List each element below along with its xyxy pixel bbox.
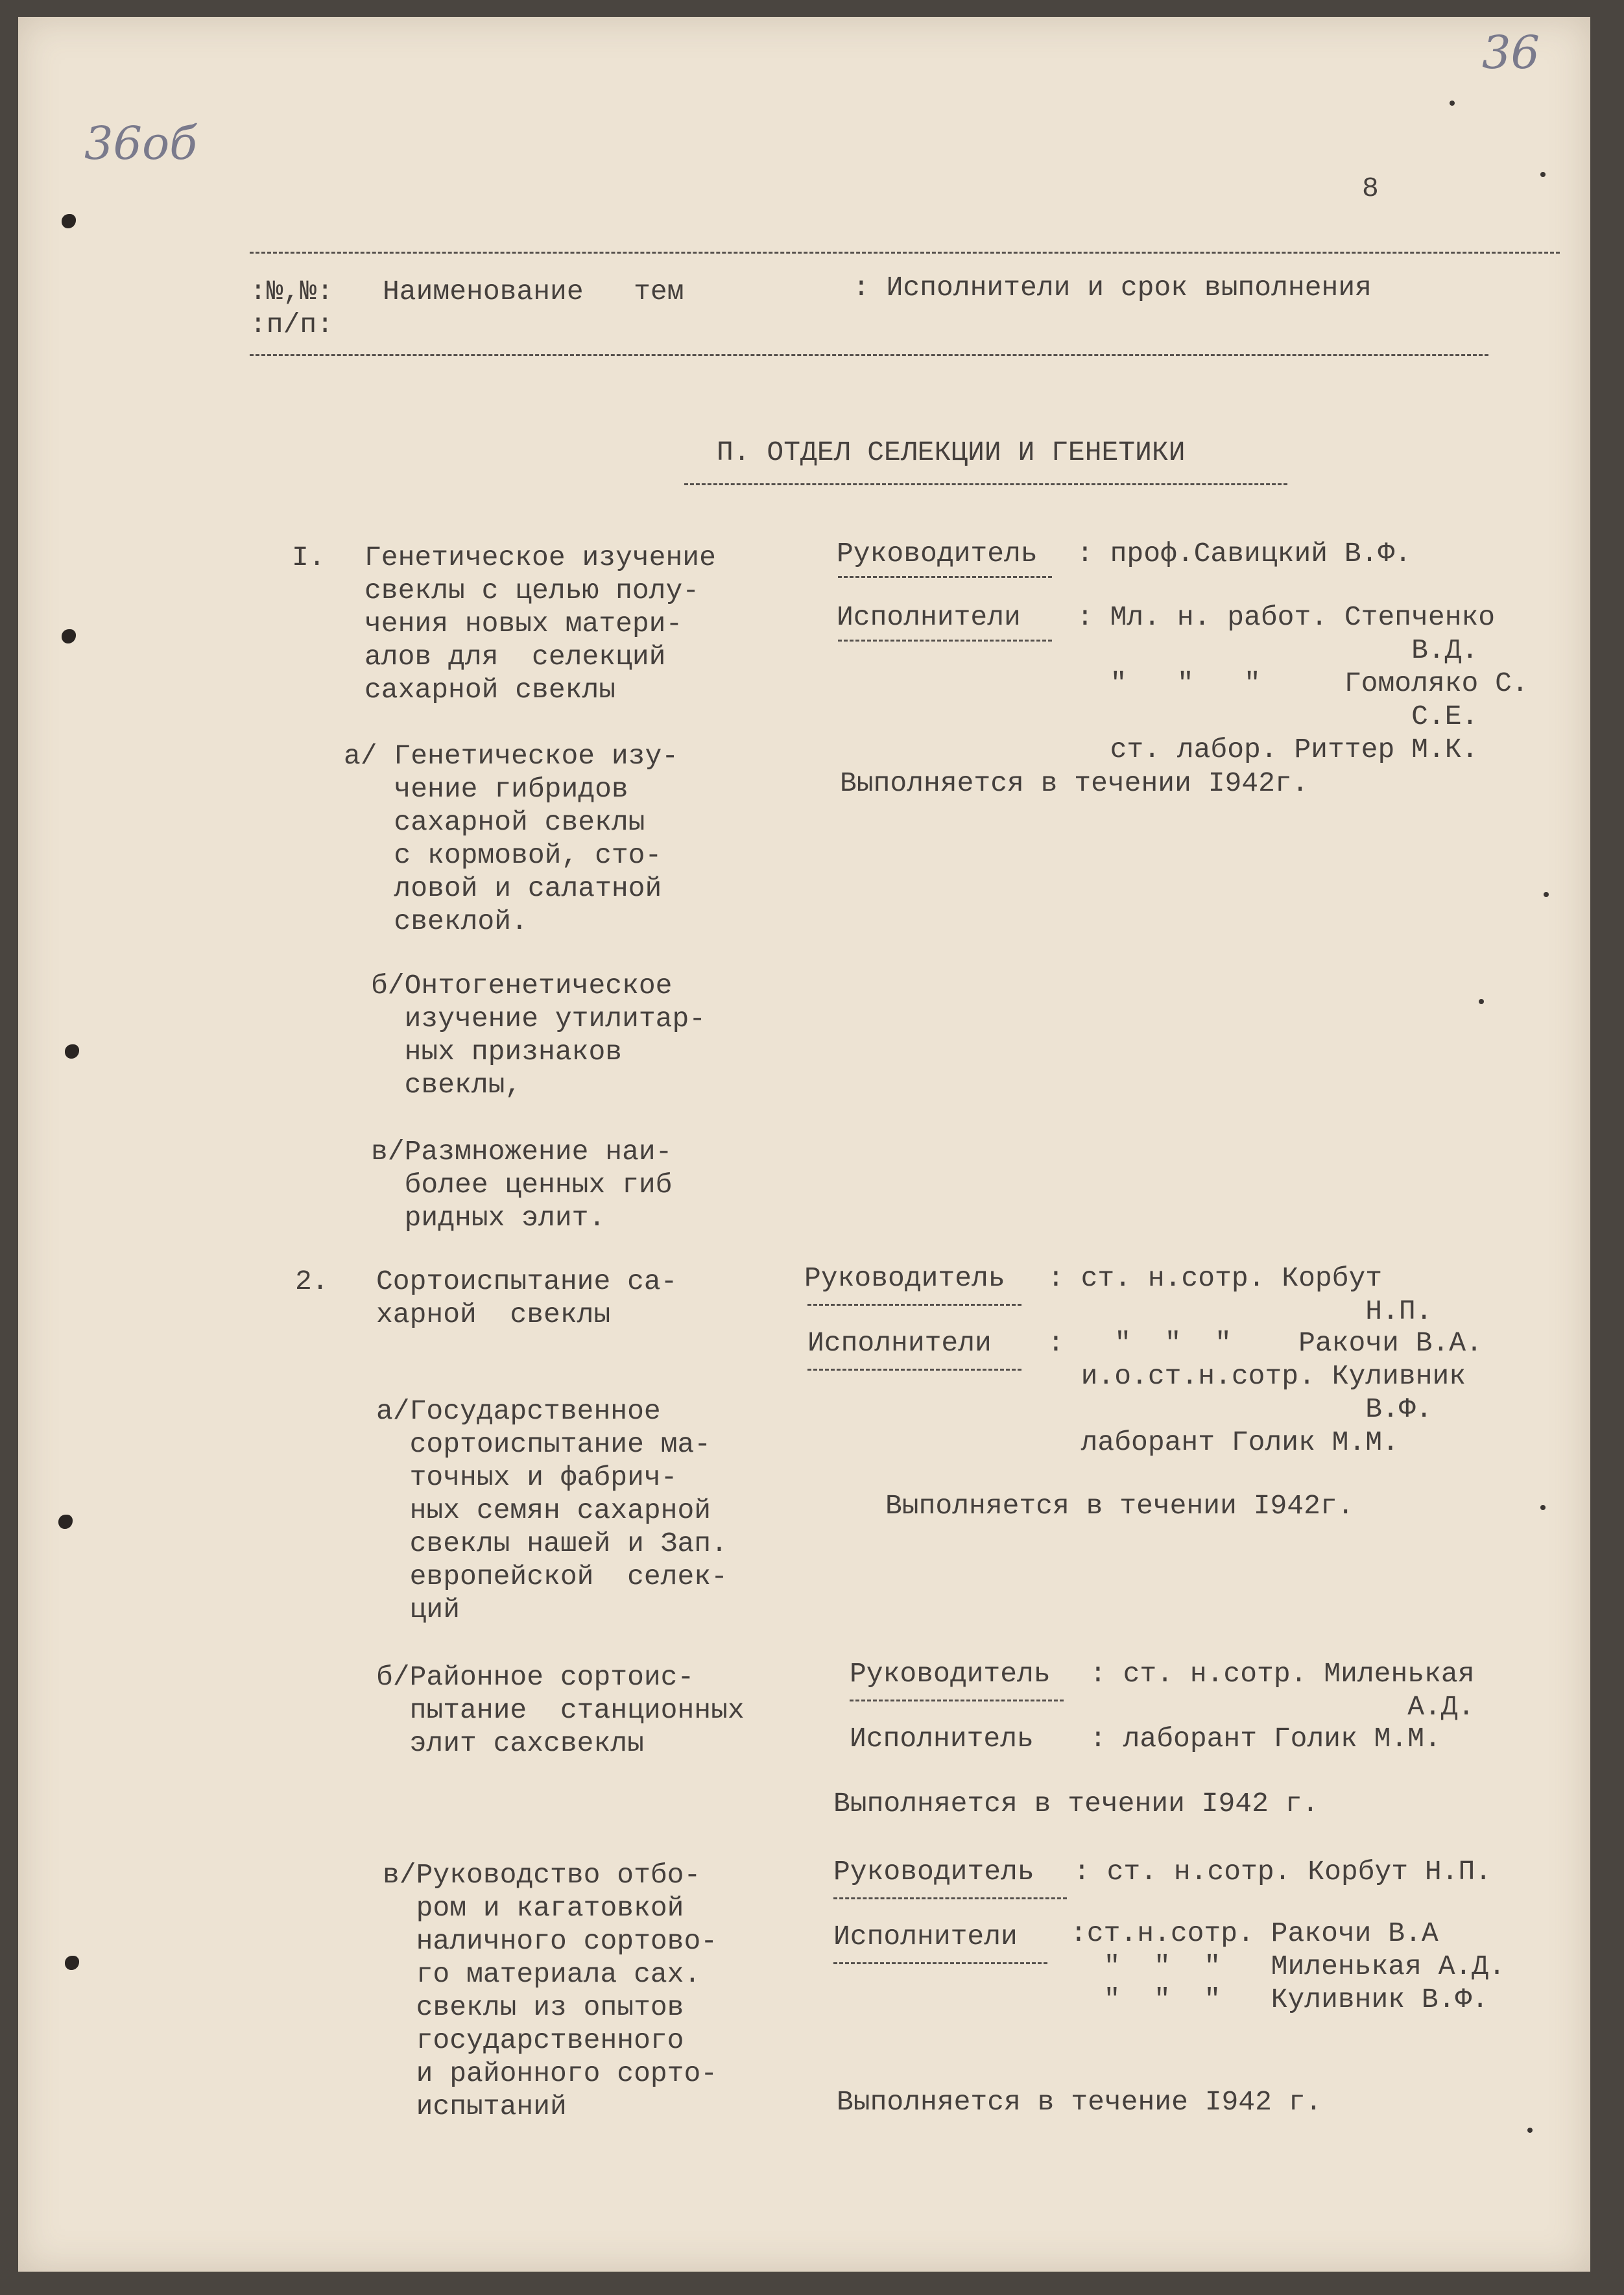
section-title: П. ОТДЕЛ СЕЛЕКЦИИ И ГЕНЕТИКИ (717, 437, 1186, 468)
header-title-column: Наименование тем (383, 276, 684, 307)
item-2-title: Сортоиспытание са- харной свеклы (376, 1266, 678, 1330)
header-rule-top (250, 252, 1560, 254)
item-2-number: 2. (295, 1266, 329, 1297)
item-2b-leader-value: : ст. н.сотр. Миленькая А.Д. (1090, 1658, 1475, 1723)
stray-mark (1540, 172, 1546, 177)
item-2b-leader-underline (850, 1700, 1064, 1701)
item-2v-executors-underline (833, 1962, 1047, 1964)
item-1-leader-label: Руководитель (837, 538, 1038, 570)
item-1-executors-underline (838, 640, 1052, 642)
archive-sheet-number: 36 (1482, 26, 1540, 79)
item-1-term: Выполняется в течении І942г. (840, 767, 1309, 799)
item-2b: б/Районное сортоис- пытание станционных элит сахсвеклы (376, 1661, 745, 1759)
item-1-title: Генетическое изучение свеклы с целью полу- чения новых матери- алов для селекций сахарной свеклы (364, 542, 716, 706)
item-2b-leader-label: Руководитель (850, 1658, 1051, 1690)
stray-mark (1544, 892, 1549, 897)
item-2a-term: Выполняется в течении І942г. (885, 1490, 1354, 1522)
archive-sheet-reverse-number: 36об (84, 117, 197, 170)
item-2b-executor-value: : лаборант Голик М.М. (1090, 1723, 1441, 1755)
item-2v-executors-value: :ст.н.сотр. Ракочи В.А " " " Миленькая А.Д. " " " Куливник В.Ф. (1070, 1917, 1505, 2015)
item-2-leader-label: Руководитель (804, 1262, 1005, 1294)
item-2v: в/Руководство отбо- ром и кагатовкой наличного сортово- го материала сах. свеклы из опытов государственного и районного сорто- испытаний (383, 1859, 718, 2122)
item-1-executors-value: : Мл. н. работ. Степченко В.Д. " " " Гомоляко С. С.Е. ст. лабор. Риттер М.К. (1077, 601, 1529, 765)
item-2-leader-value: : ст. н.сотр. Корбут Н.П. (1047, 1262, 1433, 1327)
item-2-executors-underline (807, 1369, 1021, 1371)
item-2v-leader-underline (833, 1897, 1067, 1899)
header-executors-column: : Исполнители и срок выполнения (853, 272, 1372, 304)
section-title-underline (684, 483, 1287, 485)
item-2v-term: Выполняется в течение І942 г. (837, 2086, 1322, 2118)
stray-mark (1450, 101, 1455, 106)
item-2v-leader-value: : ст. н.сотр. Корбут Н.П. (1073, 1856, 1492, 1888)
item-1v: в/Размножение наи- более ценных гиб ридных элит. (371, 1136, 673, 1234)
item-1-leader-value: : проф.Савицкий В.Ф. (1077, 538, 1412, 570)
item-1-leader-underline (838, 576, 1052, 578)
item-2v-leader-label: Руководитель (833, 1856, 1034, 1888)
item-2b-term: Выполняется в течении І942 г. (833, 1788, 1319, 1820)
item-2-leader-underline (807, 1304, 1021, 1306)
page-number: 8 (1362, 173, 1379, 204)
item-1b: б/Онтогенетическое изучение утилитар- ных признаков свеклы, (371, 970, 706, 1101)
header-number-column: :№,№: :п/п: (250, 276, 334, 341)
item-1-executors-label: Исполнители (837, 601, 1021, 633)
item-2a: а/Государственное сортоиспытание ма- точных и фабрич- ных семян сахарной свеклы нашей и Зап. европейской селек- ций (376, 1395, 728, 1626)
item-1a: а/ Генетическое изу- чение гибридов сахарной свеклы с кормовой, сто- ловой и салатной свеклой. (344, 740, 679, 937)
item-2b-executor-label: Исполнитель (850, 1723, 1034, 1755)
header-rule-bottom (250, 354, 1488, 356)
item-2-executors-value: : " " " Ракочи В.А. и.о.ст.н.сотр. Куливник В.Ф. лаборант Голик М.М. (1047, 1327, 1483, 1458)
item-2v-executors-label: Исполнители (833, 1921, 1018, 1953)
stray-mark (1540, 1505, 1546, 1510)
stray-mark (1479, 999, 1484, 1004)
item-1-number: І. (292, 542, 326, 573)
item-2-executors-label: Исполнители (807, 1327, 992, 1359)
stray-mark (1527, 2128, 1533, 2133)
